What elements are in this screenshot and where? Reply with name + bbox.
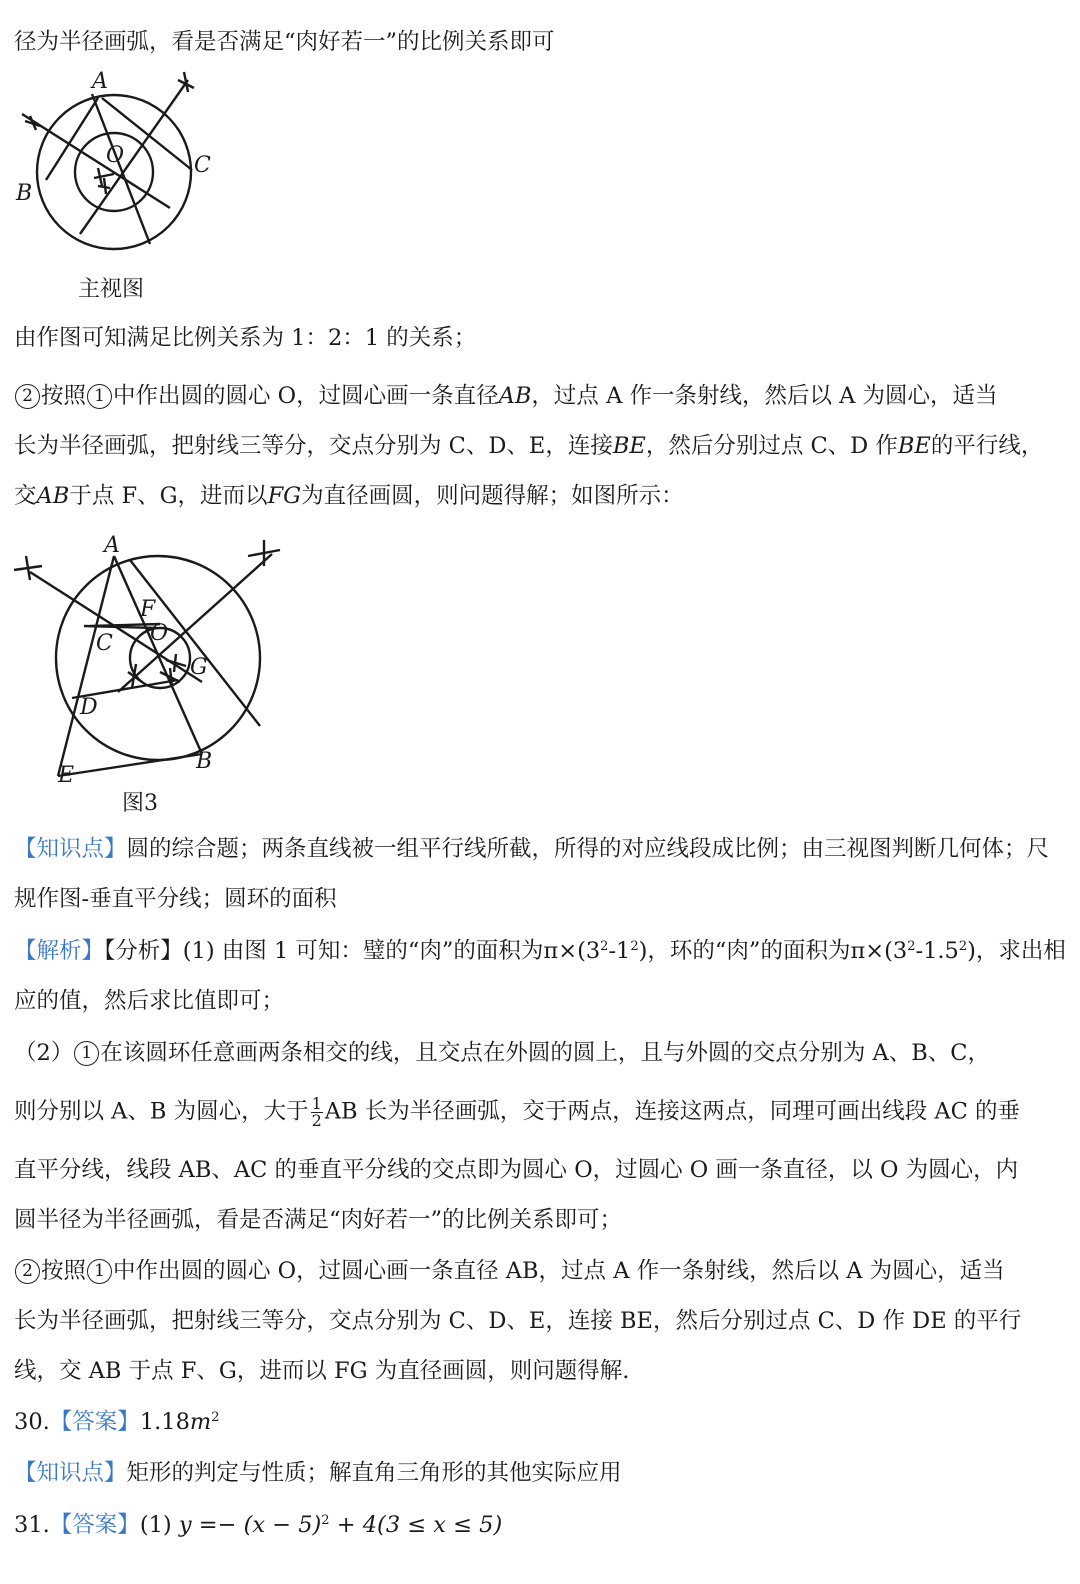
text-line: 径为半径画弧，看是否满足“肉好若一”的比例关系即可 xyxy=(14,29,555,55)
label-b: B xyxy=(196,749,213,774)
text-line: 长为半径画弧，把射线三等分，交点分别为 C、D、E，连接BE，然后分别过点 C、D 作BE的平行线， xyxy=(14,433,1044,459)
circled-number: 1 xyxy=(87,384,112,409)
label-g: G xyxy=(190,655,208,680)
fraction: $\frac{1}{2}$ xyxy=(311,1094,322,1130)
circled-number: 1 xyxy=(74,1041,99,1066)
knowledge-tag: 【知识点】 xyxy=(14,836,127,862)
circled-number: 1 xyxy=(87,1259,112,1284)
label-f: F xyxy=(140,597,156,622)
figure-caption: 主视图 xyxy=(78,277,145,302)
text-line: 由作图可知满足比例关系为 1：2：1 的关系； xyxy=(14,325,477,351)
text-line: 圆半径为半径画弧，看是否满足“肉好若一”的比例关系即可； xyxy=(14,1207,623,1233)
text-line: 【解析】【分析】(1) 由图 1 可知：璧的“肉”的面积为$\pi\times(3^2-1^2)$，环的“肉”的面积为$\pi\times(3^2-1.5^2)$，求出相 xyxy=(14,938,1066,964)
text-line: 应的值，然后求比值即可； xyxy=(14,988,285,1014)
circled-number: 2 xyxy=(15,1259,40,1284)
text-line: 规作图-垂直平分线；圆环的面积 xyxy=(14,886,337,912)
text-line: 线，交 AB 于点 F、G，进而以 FG 为直径画圆，则问题得解. xyxy=(14,1358,630,1384)
circled-number: 2 xyxy=(15,384,40,409)
answer-tag: 【答案】 xyxy=(49,1409,140,1435)
figure-caption: 图3 xyxy=(122,791,158,816)
label-c: C xyxy=(96,631,113,656)
text-line: 直平分线，线段 AB、AC 的垂直平分线的交点即为圆心 O，过圆心 O 画一条直径，以 O 为圆心，内 xyxy=(14,1157,1019,1183)
text-line: 2 按照 1 中作出圆的圆心 O，过圆心画一条直径AB，过点 A 作一条射线，然后以 A 为圆心，适当 xyxy=(14,381,1062,411)
label-a: A xyxy=(92,69,108,94)
answer-tag: 【答案】 xyxy=(49,1512,140,1538)
text-line: （2） 1 在该圆环任意画两条相交的线，且交点在外圆的圆上，且与外圆的交点分别为 A、B、C， xyxy=(14,1040,990,1066)
text-line: 则分别以 A、B 为圆心，大于 $\frac{1}{2}$ AB 长为半径画弧，交于两点，连接这两点，同理可画出线段 AC 的垂 xyxy=(14,1094,1020,1130)
label-b: B xyxy=(16,181,33,206)
label-o: O xyxy=(150,621,169,646)
analysis-tag: 【解析】 xyxy=(14,938,105,964)
label-d: D xyxy=(80,695,98,720)
question-30: 30.【答案】$1.18m^2$ xyxy=(14,1409,220,1435)
text-line: 【知识点】矩形的判定与性质；解直角三角形的其他实际应用 xyxy=(14,1460,622,1486)
text-line: 长为半径画弧，把射线三等分，交点分别为 C、D、E，连接 BE，然后分别过点 C、D 作 DE 的平行 xyxy=(14,1308,1022,1334)
text-line: 【知识点】圆的综合题；两条直线被一组平行线所截，所得的对应线段成比例；由三视图判断几何体；尺 xyxy=(14,836,1050,862)
figure-3 xyxy=(10,532,290,792)
question-31: 31.【答案】(1) $y =- (x - 5)^2 + 4(3 \le x \le 5)$ xyxy=(14,1512,503,1538)
label-e: E xyxy=(58,763,75,788)
text-line: 2 按照 1 中作出圆的圆心 O，过圆心画一条直径 AB，过点 A 作一条射线，然后以 A 为圆心，适当 xyxy=(14,1256,1062,1286)
label-a: A xyxy=(104,533,120,558)
knowledge-tag: 【知识点】 xyxy=(14,1460,127,1486)
label-c: C xyxy=(194,153,211,178)
label-o: O xyxy=(106,143,125,168)
text-line: 交AB于点 F、G，进而以FG为直径画圆，则问题得解；如图所示： xyxy=(14,483,684,509)
